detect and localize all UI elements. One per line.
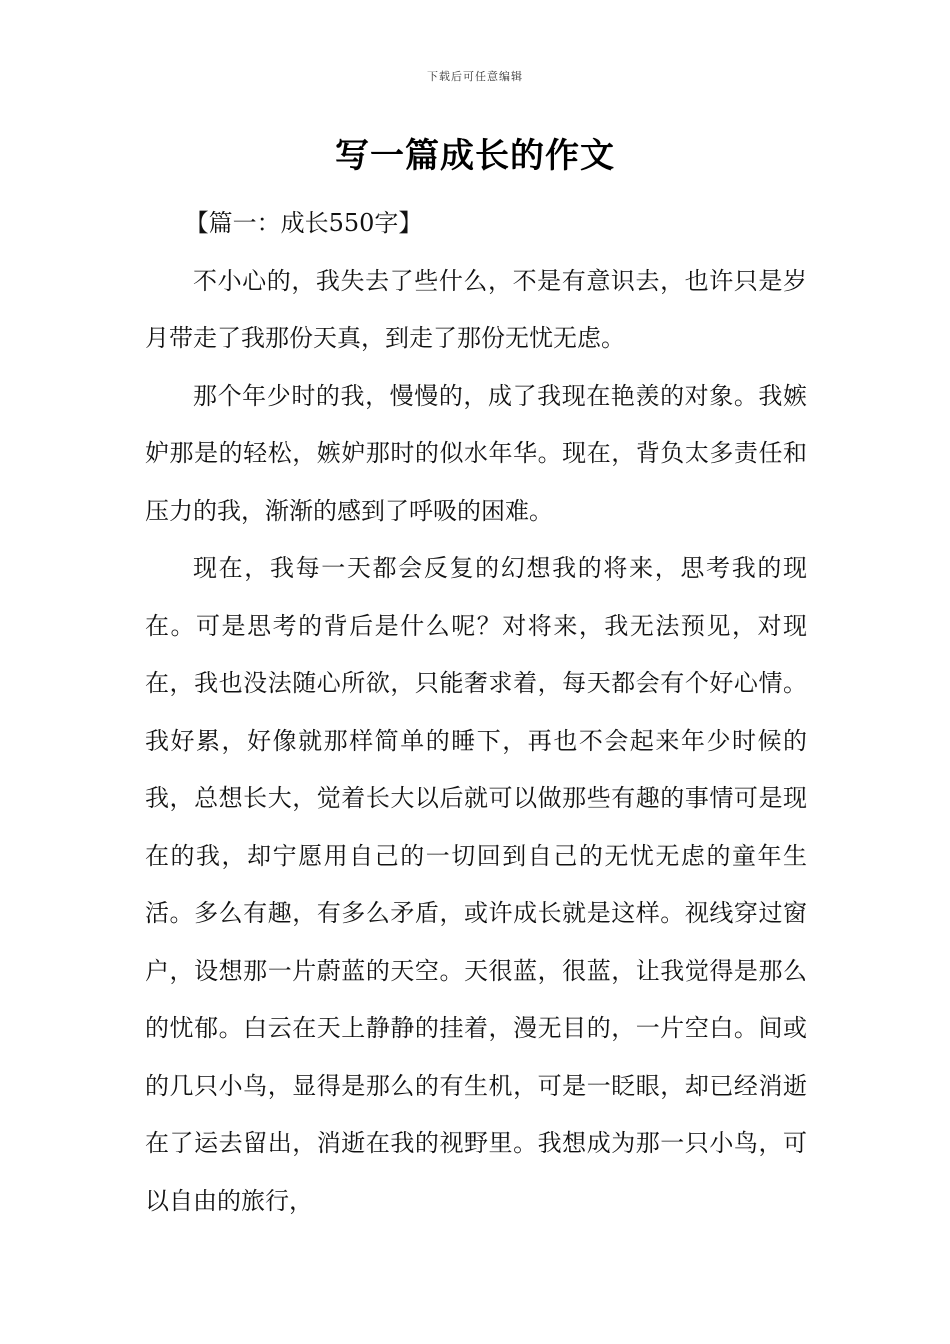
paragraph-2: 那个年少时的我，慢慢的，成了我现在艳羡的对象。我嫉妒那是的轻松，嫉妒那时的似水年华。现在，背负太多责任和压力的我，渐渐的感到了呼吸的困难。	[145, 381, 807, 525]
document-body	[145, 195, 807, 1230]
document-title: 写一篇成长的作文	[335, 136, 615, 176]
header-note: 下载后可任意编辑	[427, 70, 523, 83]
paragraph-1: 不小心的，我失去了些什么，不是有意识去，也许只是岁月带走了我那份天真，到走了那份无忧无虑。	[145, 266, 807, 352]
section-heading: 【篇一：成长550字】	[184, 209, 423, 237]
paragraph-3: 现在，我每一天都会反复的幻想我的将来，思考我的现在。可是思考的背后是什么呢？对将来，我无法预见，对现在，我也没法随心所欲，只能奢求着，每天都会有个好心情。我好累，好像就那样简单的睡下，再也不会起来年少时候的我，总想长大，觉着长大以后就可以做那些有趣的事情可是现在的我，却宁愿用自己的一切回到自己的无忧无虑的童年生活。多么有趣，有多么矛盾，或许成长就是这样。视线穿过窗户，设想那一片蔚蓝的天空。天很蓝，很蓝，让我觉得是那么的忧郁。白云在天上静静的挂着，漫无目的，一片空白。间或的几只小鸟，显得是那么的有生机，可是一眨眼，却已经消逝在了运去留出，消逝在我的视野里。我想成为那一只小鸟，可以自由的旅行，	[145, 554, 807, 1215]
